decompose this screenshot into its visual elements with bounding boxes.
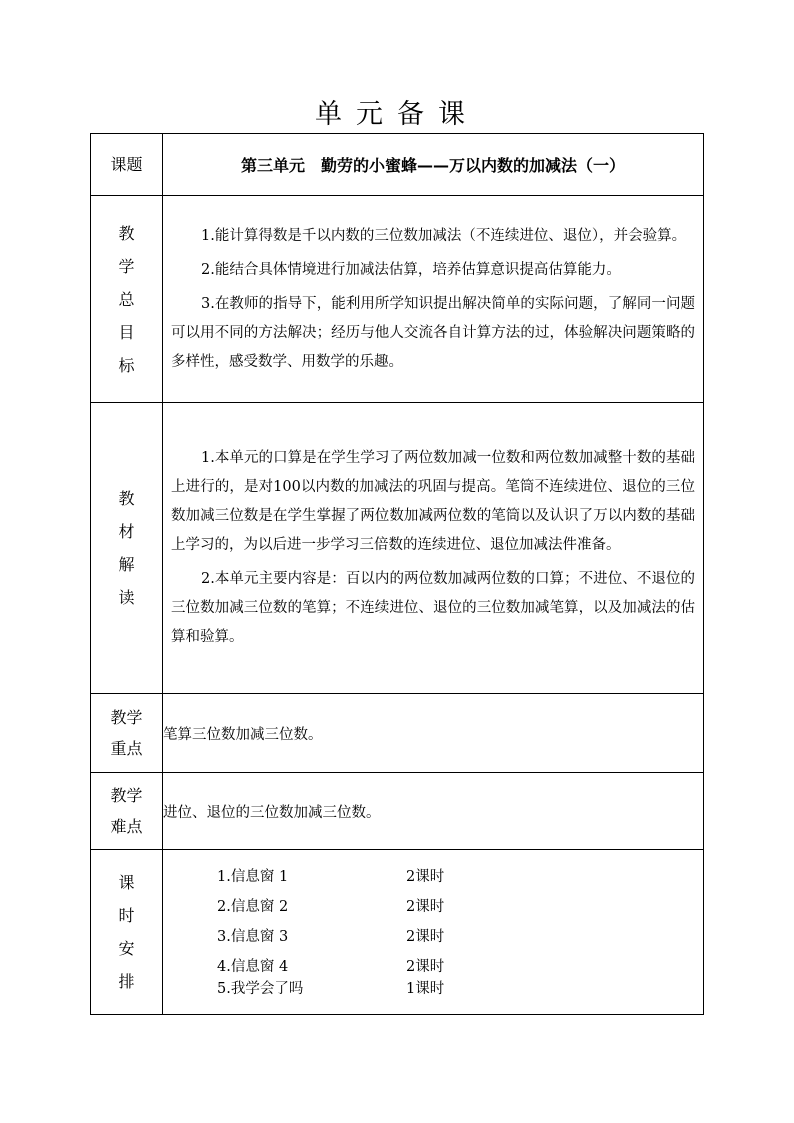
difficulties-row <box>91 773 704 850</box>
difficulties-label <box>91 773 163 850</box>
goals-row <box>91 196 704 403</box>
goal-paragraph: 3.在教师的指导下，能利用所学知识提出解决简单的实际问题，了解同一问题可以用不同的方法解决；经历与他人交流各自计算方法的过，体验解决问题策略的多样性，感受数学、用数学的乐趣。 <box>171 295 695 370</box>
goals-content <box>163 196 704 403</box>
schedule-item-name: 3.信息窗 3 <box>217 929 289 945</box>
schedule-item-hours: 2课时 <box>406 929 445 945</box>
schedule-item-name: 2.信息窗 2 <box>217 899 289 915</box>
goals-label-char: 学 <box>118 256 135 276</box>
schedule-item-name: 5.我学会了吗 <box>217 981 304 997</box>
unit-plan-table <box>90 133 704 1015</box>
schedule-row <box>91 850 704 1015</box>
key-points-label <box>91 694 163 773</box>
schedule-content <box>163 850 704 1015</box>
schedule-item-hours: 2课时 <box>406 959 445 975</box>
key-points-label-line: 教学 <box>110 708 143 727</box>
materials-label <box>91 403 163 694</box>
schedule-item <box>163 919 703 949</box>
materials-label-char: 解 <box>118 555 135 574</box>
key-points-label-line: 重点 <box>110 739 143 758</box>
material-paragraph: 1.本单元的口算是在学生学习了两位数加减一位数和两位数加减整十数的基础上进行的，是对100以内数的加减法的巩固与提高。笔筒不连续进位、退位的三位数加减三位数是在学生掌握了两位数加减两位数的笔筒以及认识了万以内数的基础上学习的，为以后进一步学习三倍数的连续进位、退位加减法件准备。 <box>171 450 695 553</box>
schedule-label-char: 排 <box>118 972 135 991</box>
schedule-item-name: 1.信息窗 1 <box>217 869 289 885</box>
schedule-item <box>163 889 703 919</box>
materials-label-char: 材 <box>118 522 135 541</box>
material-paragraph: 2.本单元主要内容是：百以内的两位数加减两位数的口算；不进位、不退位的三位数加减三位数的笔算；不连续进位、退位的三位数加减笔算，以及加减法的估算和验算。 <box>171 571 695 645</box>
materials-label-char: 读 <box>118 588 135 607</box>
difficulties-label-line: 难点 <box>110 817 143 836</box>
topic-row <box>91 134 704 196</box>
topic-label: 课题 <box>91 134 163 196</box>
topic-text: 第三单元 勤劳的小蜜蜂——万以内数的加减法（一） <box>163 134 704 196</box>
materials-label-char: 教 <box>118 489 135 508</box>
schedule-item <box>163 975 703 1005</box>
schedule-label-char: 课 <box>118 873 135 892</box>
schedule-label <box>91 850 163 1015</box>
schedule-item <box>163 859 703 889</box>
key-points-row <box>91 694 704 773</box>
schedule-item-hours: 1课时 <box>406 981 445 997</box>
goals-label <box>91 196 163 403</box>
goals-label-char: 标 <box>118 355 135 375</box>
difficulties-label-line: 教学 <box>110 786 143 805</box>
key-points-text: 笔算三位数加减三位数。 <box>163 694 704 773</box>
goal-paragraph: 1.能计算得数是千以内数的三位数加减法（不连续进位、退位），并会验算。 <box>201 227 687 244</box>
goals-label-char: 教 <box>118 223 135 243</box>
schedule-label-char: 安 <box>118 939 135 958</box>
schedule-item-name: 4.信息窗 4 <box>217 959 289 975</box>
goal-paragraph: 2.能结合具体情境进行加减法估算，培养估算意识提高估算能力。 <box>201 261 621 278</box>
schedule-label-char: 时 <box>118 906 135 925</box>
materials-row <box>91 403 704 694</box>
materials-content <box>163 403 704 694</box>
schedule-item-hours: 2课时 <box>406 899 445 915</box>
goals-label-char: 目 <box>118 322 135 342</box>
goals-label-char: 总 <box>118 289 135 309</box>
schedule-item <box>163 949 703 975</box>
page-title: 单元备课 <box>315 99 479 130</box>
difficulties-text: 进位、退位的三位数加减三位数。 <box>163 773 704 850</box>
schedule-item-hours: 2课时 <box>406 869 445 885</box>
